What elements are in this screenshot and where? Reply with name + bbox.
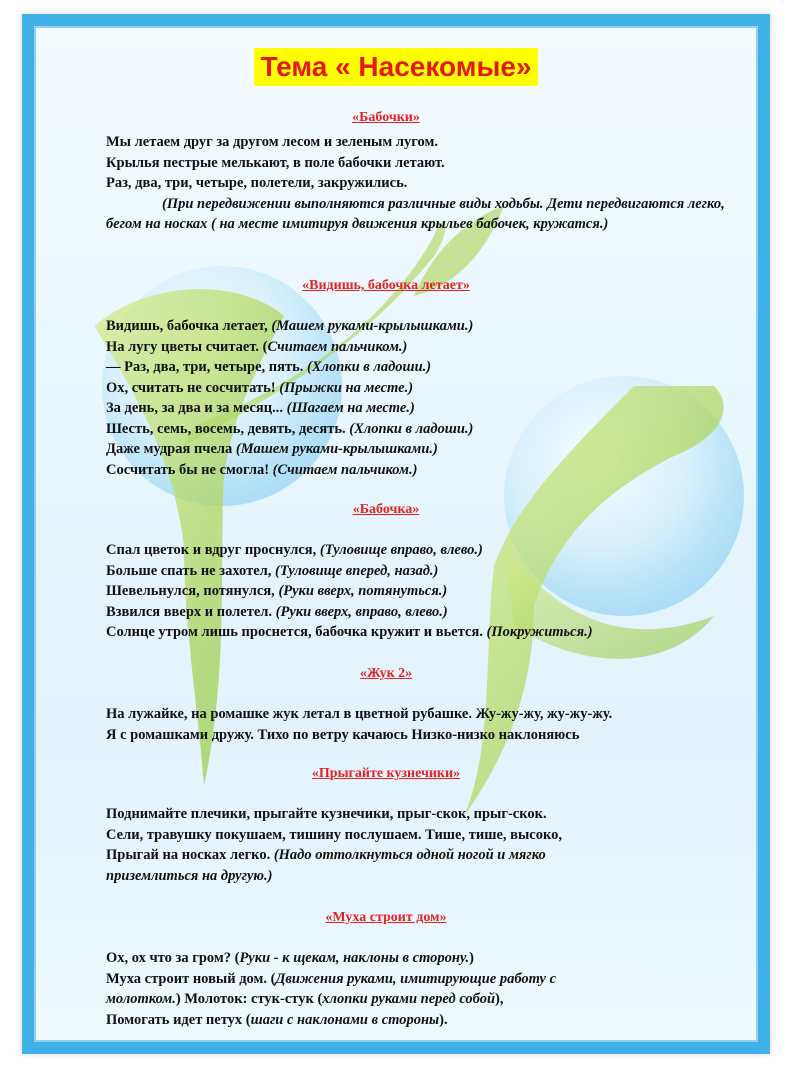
action-note: (Туловище вправо, влево.)	[319, 542, 483, 558]
action-note: (Покружиться.)	[486, 624, 593, 640]
section-kuznechiki	[106, 766, 746, 886]
verse-text: )	[469, 950, 474, 966]
action-note: (Машем руками-крылышками.)	[235, 441, 438, 457]
action-note: (Считаем пальчиком.)	[272, 461, 418, 478]
section-babochki	[106, 110, 746, 235]
verse-text: — Раз, два, три, четыре, пять.	[106, 359, 307, 375]
action-note: Движения руками, имитирующие работу с	[275, 970, 557, 987]
verse-text: Помогать идет петух (	[106, 1011, 251, 1028]
action-note: (Прыжки на месте.)	[279, 379, 414, 396]
text-line	[106, 378, 746, 399]
action-note: (Шагаем на месте.)	[286, 400, 415, 416]
text-line	[106, 316, 746, 337]
text-line	[106, 845, 746, 866]
text-line	[106, 622, 746, 643]
verse-text: Солнце утром лишь проснется, бабочка кружит и вьется.	[106, 624, 487, 640]
action-note: (Руки вверх, потянуться.)	[278, 583, 448, 599]
action-note: приземлиться на другую.)	[106, 867, 273, 884]
verse-text: Взвился вверх и полетел.	[106, 603, 276, 620]
section-mukha	[106, 910, 746, 1030]
action-note: (Хлопки в ладоши.)	[349, 420, 474, 437]
section-babochka	[106, 502, 746, 643]
text-line	[106, 989, 746, 1010]
text-line: Мы летаем друг за другом лесом и зеленым лугом.	[106, 134, 438, 150]
text-line	[106, 439, 746, 460]
text-line: Поднимайте плечики, прыгайте кузнечики, прыг-скок, прыг-скок.	[106, 806, 547, 822]
verse-text: Видишь, бабочка летает,	[106, 318, 272, 334]
action-note: Считаем пальчиком.)	[267, 338, 408, 355]
text-line	[106, 948, 746, 969]
text-line	[106, 398, 746, 419]
text-line: Я с ромашками дружу. Тихо по ветру качаюсь Низко-низко наклоняюсь	[106, 726, 580, 743]
text-line	[106, 460, 746, 481]
text-line	[106, 1010, 746, 1031]
verse-text: Ох, считать не сосчитать!	[106, 379, 280, 396]
section-heading: «Бабочки»	[352, 110, 420, 125]
verse-text: Даже мудрая пчела	[106, 441, 236, 457]
verse-text: Ох, ох что за гром? (	[106, 950, 240, 966]
text-line: Крылья пестрые мелькают, в поле бабочки летают.	[106, 154, 445, 171]
verse-text: На лугу цветы считает. (	[106, 338, 268, 355]
action-note: (Руки вверх, вправо, влево.)	[275, 603, 448, 620]
verse-text: Больше спать не захотел,	[106, 562, 276, 579]
verse-text: За день, за два и за месяц...	[106, 400, 287, 416]
text-line: На лужайке, на ромашке жук летал в цветной рубашке. Жу-жу-жу, жу-жу-жу.	[106, 706, 613, 722]
section-heading: «Жук 2»	[359, 666, 413, 681]
action-note: хлопки руками перед собой	[322, 991, 496, 1007]
instruction-note	[106, 194, 746, 235]
section-zhuk	[106, 666, 746, 745]
section-heading: «Муха строит дом»	[325, 910, 447, 925]
verse-text: ),	[495, 991, 504, 1007]
verse-text: Сосчитать бы не смогла!	[106, 461, 273, 478]
action-note: молотком.	[106, 991, 176, 1007]
text-line: Сели, травушку покушаем, тишину послушаем. Тише, тише, высоко,	[106, 826, 562, 843]
section-vidish-babochka	[106, 278, 746, 480]
verse-text: Прыгай на носках легко.	[106, 847, 274, 863]
text-line	[106, 561, 746, 582]
instruction-text: (При передвижении выполняются различные виды ходьбы. Дети передвигаются легко, бегом на носках ( на месте имитируя движения крыльев бабочек, кружатся.)	[106, 195, 725, 232]
text-line	[106, 540, 746, 561]
action-note: шаги с наклонами в стороны	[250, 1011, 440, 1028]
action-note: (Туловище вперед, назад.)	[275, 562, 439, 579]
verse-text: Шесть, семь, восемь, девять, десять.	[106, 420, 350, 437]
action-note: (Надо оттолкнуться одной ногой и мягко	[273, 847, 546, 863]
text-line	[106, 357, 746, 378]
action-note: (Хлопки в ладоши.)	[307, 359, 432, 375]
action-note: Руки - к щекам, наклоны в сторону.	[239, 950, 470, 966]
verse-text: Спал цветок и вдруг проснулся,	[106, 542, 320, 558]
section-heading: «Видишь, бабочка летает»	[302, 278, 470, 293]
section-heading: «Бабочка»	[352, 502, 420, 517]
text-line	[106, 581, 746, 602]
text-line	[106, 337, 746, 358]
text-line: Раз, два, три, четыре, полетели, закружились.	[106, 175, 408, 191]
text-line	[106, 602, 746, 623]
text-line	[106, 969, 746, 990]
verse-text: Муха строит новый дом. (	[106, 970, 276, 987]
poster-frame	[22, 14, 770, 1054]
text-line	[106, 419, 746, 440]
verse-text: Шевельнулся, потянулся,	[106, 583, 279, 599]
page-title: Тема « Насекомые»	[254, 48, 537, 86]
section-heading: «Прыгайте кузнечики»	[311, 766, 461, 781]
text-line	[106, 866, 746, 887]
action-note: (Машем руками-крылышками.)	[271, 318, 474, 334]
verse-text: ) Молоток: стук-стук (	[175, 991, 323, 1007]
verse-text: ).	[439, 1011, 448, 1028]
